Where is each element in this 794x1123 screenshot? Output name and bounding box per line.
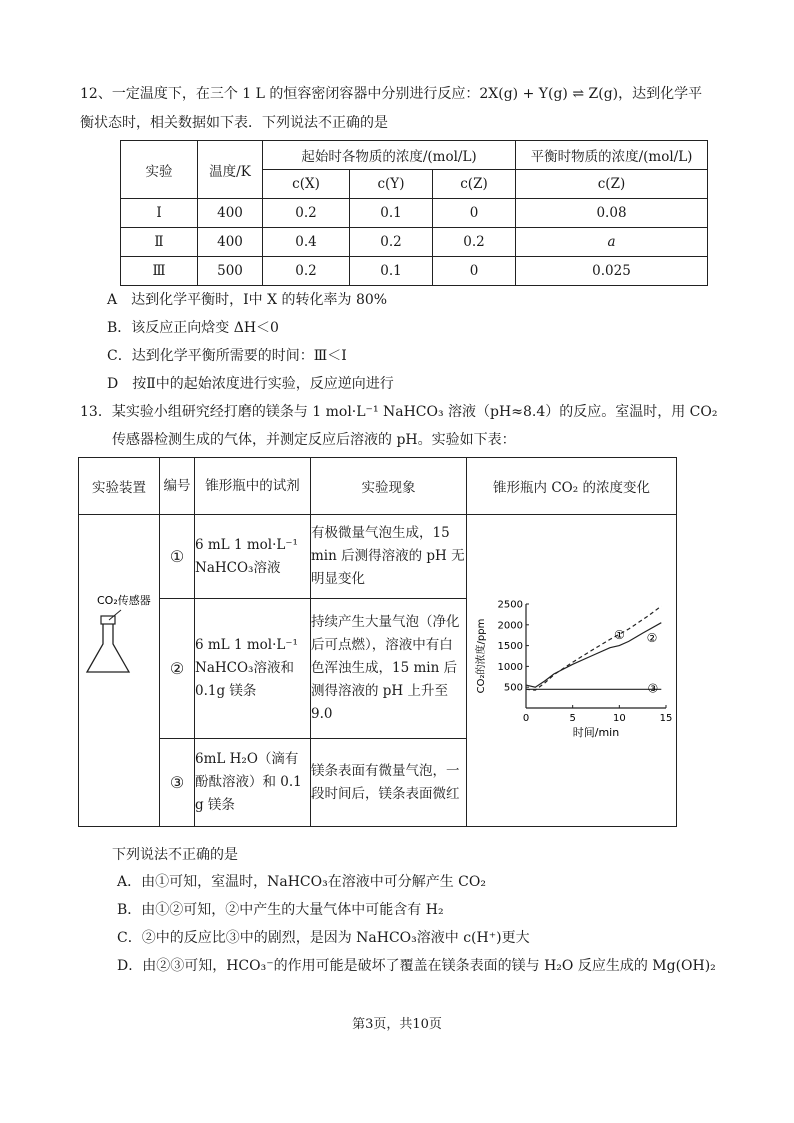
row-temp: 400 — [198, 199, 263, 228]
q12-table — [120, 140, 708, 286]
co2-concentration-chart — [472, 594, 672, 744]
header-reagent: 锥形瓶中的试剂 — [195, 458, 311, 515]
q13-stem-line1: 13．某实验小组研究经打磨的镁条与 1 mol·L⁻¹ NaHCO₃ 溶液（pH≈8.4）的反应。室温时，用 CO₂ — [80, 404, 718, 420]
row-number: ② — [160, 599, 195, 739]
header-experiment: 实验 — [121, 141, 198, 199]
header-device: 实验装置 — [79, 458, 160, 515]
q13-option-c: C．②中的反应比③中的剧烈，是因为 NaHCO₃溶液中 c(H⁺)更大 — [117, 930, 530, 946]
header-cz: c(Z) — [433, 170, 516, 199]
y-tick-label: 1000 — [497, 661, 523, 673]
row-cz: 0 — [433, 199, 516, 228]
series-label: ② — [646, 630, 657, 645]
row-eq: a — [516, 228, 708, 257]
row-reagent: 6 mL 1 mol·L⁻¹ NaHCO₃溶液和 0.1g 镁条 — [195, 599, 311, 739]
x-tick-label: 10 — [612, 712, 626, 724]
x-tick-label: 5 — [568, 712, 576, 724]
row-cy: 0.1 — [350, 257, 433, 286]
row-id: Ⅲ — [121, 257, 198, 286]
header-cx: c(X) — [263, 170, 350, 199]
x-tick-label: 0 — [522, 712, 529, 724]
q12-option-a: A 达到化学平衡时，Ⅰ中 X 的转化率为 80% — [107, 292, 388, 308]
header-equilibrium-conc: 平衡时物质的浓度/(mol/L) — [516, 141, 708, 170]
row-eq: 0.08 — [516, 199, 708, 228]
series-label: ③ — [647, 680, 658, 695]
apparatus-cell — [79, 515, 160, 827]
row-cx: 0.2 — [263, 257, 350, 286]
y-axis-label: CO₂的浓度/ppm — [475, 618, 487, 693]
row-eq: 0.025 — [516, 257, 708, 286]
flask-icon — [87, 624, 129, 672]
header-temperature: 温度/K — [198, 141, 263, 199]
header-phenomenon: 实验现象 — [311, 458, 467, 515]
graph-cell — [467, 515, 677, 827]
row-temp: 500 — [198, 257, 263, 286]
sensor-label: CO₂传感器 — [97, 593, 151, 607]
row-id: Ⅱ — [121, 228, 198, 257]
table-row — [121, 228, 708, 257]
x-axis-label: 时间/min — [572, 725, 619, 739]
q12-option-c: C．达到化学平衡所需要的时间：Ⅲ＜Ⅰ — [107, 348, 347, 364]
x-tick-label: 15 — [659, 712, 672, 724]
y-tick-label: 1500 — [497, 640, 523, 652]
q12-option-b: B．该反应正向焓变 ΔH＜0 — [107, 320, 279, 336]
row-id: Ⅰ — [121, 199, 198, 228]
row-temp: 400 — [198, 228, 263, 257]
q13-table — [78, 457, 677, 827]
header-cy: c(Y) — [350, 170, 433, 199]
row-cy: 0.2 — [350, 228, 433, 257]
header-eq-cz: c(Z) — [516, 170, 708, 199]
row-cx: 0.2 — [263, 199, 350, 228]
row-reagent: 6mL H₂O（滴有酚酞溶液）和 0.1 g 镁条 — [195, 739, 311, 827]
series-line-1 — [526, 606, 661, 690]
table-row — [121, 257, 708, 286]
row-phenomenon: 持续产生大量气泡（净化后可点燃），溶液中有白色浑浊生成，15 min 后测得溶液的 pH 上升至 9.0 — [311, 599, 467, 739]
row-phenomenon: 镁条表面有微量气泡，一段时间后，镁条表面微红 — [311, 739, 467, 827]
series-label: ① — [613, 627, 625, 642]
row-number: ③ — [160, 739, 195, 827]
row-cz: 0.2 — [433, 228, 516, 257]
table-row — [121, 199, 708, 228]
y-tick-label: 2500 — [497, 599, 523, 610]
table-row — [79, 515, 677, 599]
q13-option-a: A．由①可知，室温时，NaHCO₃在溶液中可分解产生 CO₂ — [117, 874, 486, 890]
series-line-2 — [526, 622, 661, 687]
y-tick-label: 2000 — [497, 619, 523, 631]
q12-stem-line1: 12、一定温度下，在三个 1 L 的恒容密闭容器中分别进行反应：2X(g) + Y(g) ⇌ Z(g)，达到化学平 — [80, 86, 703, 102]
q12-option-d: D 按Ⅱ中的起始浓度进行实验，反应逆向进行 — [107, 376, 394, 392]
q13-question: 下列说法不正确的是 — [112, 847, 238, 863]
row-phenomenon: 有极微量气泡生成，15 min 后测得溶液的 pH 无明显变化 — [311, 515, 467, 599]
q13-option-b: B．由①②可知，②中产生的大量气体中可能含有 H₂ — [117, 902, 444, 918]
row-number: ① — [160, 515, 195, 599]
row-cx: 0.4 — [263, 228, 350, 257]
row-cy: 0.1 — [350, 199, 433, 228]
y-tick-label: 500 — [503, 682, 523, 694]
flask-apparatus — [79, 516, 159, 826]
row-reagent: 6 mL 1 mol·L⁻¹ NaHCO₃溶液 — [195, 515, 311, 599]
header-number: 编号 — [160, 458, 195, 515]
q12-stem-line2: 衡状态时，相关数据如下表．下列说法不正确的是 — [80, 115, 388, 131]
q13-stem-line2: 传感器检测生成的气体，并测定反应后溶液的 pH。实验如下表： — [112, 432, 516, 448]
header-co2-change: 锥形瓶内 CO₂ 的浓度变化 — [467, 458, 677, 515]
page-footer: 第3页，共10页 — [352, 1017, 442, 1032]
q13-option-d: D．由②③可知，HCO₃⁻的作用可能是破坏了覆盖在镁条表面的镁与 H₂O 反应生成的 Mg(OH)₂ — [117, 958, 716, 974]
header-initial-conc: 起始时各物质的浓度/(mol/L) — [263, 141, 516, 170]
row-cz: 0 — [433, 257, 516, 286]
